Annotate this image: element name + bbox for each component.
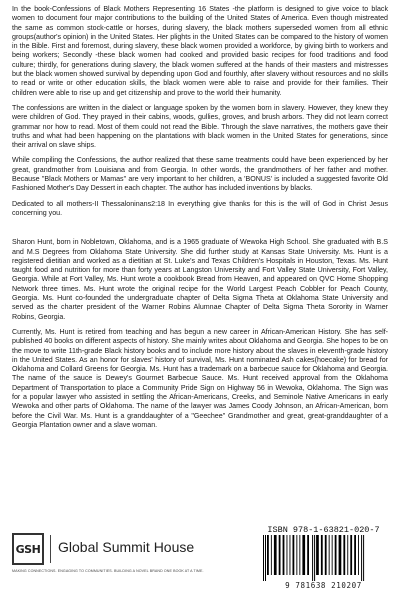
publisher-logo: GSH [12,533,44,565]
barcode-icon [263,535,384,581]
author-bio-paragraph-2: Currently, Ms. Hunt is retired from teaching and has begun a new career in African-American History. She has self-published 40 books on different aspects of history. She mainly writes about Oklahoma and Georgia. She hopes to be on the move to write 11th-grade Black history books and to include more history about the slaves in eleventh-grade history in the United States. As an honor for slaves' history of survival, Ms. Hunt nominated Ash cakes(hoecake) for bread for Oklahoma and Collard Greens for Georgia. Ms. Hunt has a trademark on a barbecue sauce for Oklahoma and Georgia. The name of the sauce is Dewey's Gourmet Barbecue Sauce. Ms. Hunt received approval from the Oklahoma Department of Transportation to place a Community Pride Sign on Highway 56 in Wewoka, Oklahoma. The Sign was for a popular lawyer who assisted in settling the African-Americans, Creeks, and Seminole Native Americans in early Wewoka and other parts of Oklahoma. The name of the lawyer was James Coody Johnson, an African-American, born before the Civil War. Ms. Hunt is a granddaughter of a "Geechee" Grandmother and great, great-granddaughter of a Georgia Plantation owner and a slave woman. [12,327,388,429]
barcode-block [257,525,390,591]
dedication-paragraph: Dedicated to all mothers-II Thessaloninans2:18 In everything give thanks for this is the will of God in Christ Jesus concerning you. [12,199,388,217]
description-paragraph-2: The confessions are written in the dialect or language spoken by the women born in slavery. However, they knew they were children of God. They prayed in their cabins, woods, gullies, groves, and brush arbors. They did not learn correct grammar nor how to read. Most of them could not read the Bible. Through the slave narratives, the mothers gave their truths and what had been happening on the plantations with black women in the United States for generations, since their arrival on slave ships. [12,103,388,150]
publisher-name: Global Summit House [58,539,195,555]
back-cover-text [12,5,388,436]
logo-divider [50,535,51,563]
barcode-number: 9 781638 210207 [285,581,362,590]
author-bio-paragraph-1: Sharon Hunt, born in Nobletown, Oklahoma, and is a 1965 graduate of Wewoka High School. She graduated with B.S and M.S Degrees from Oklahoma State University. She did further study at Kansas State University. Ms. Hunt is a registered dietitian and worked as a dietitian at St. Luke's and Texas Children's Hospitals in Houston, Texas. Ms. Hunt taught food and nutrition for more than forty years at Langston University and Fort Valley State University, Fort Valley, Georgia. While at Fort Valley, Ms. Hunt wrote a cookbook Bread from Heaven, and appeared on QVC Home Shopping Network three times. Ms. Hunt wrote the original recipe for the World Largest Peach Cobbler for Peach County, Georgia. Ms. Hunt co-founded the undergraduate chapter of Delta Sigma Theta at Oklahoma State University and served as the charter president of the Warner Robins Alumnae Chapter of Delta Sigma Theta Sorority in Warner Robins, Georgia. [12,238,388,321]
footer [0,525,400,600]
description-paragraph-1: In the book-Confessions of Black Mothers Representing 16 States -the platform is designed to give voice to black women to document four major contributions to the building of the United States of America. Even though mistreated the same as common stock-cattle or horses, during slavery, the black mothers superseded women from all ethnic groups(author's opinion) in the United States. Her plights in the United States can be compared to the history of women in the Bible. First and foremost, during slavery, these black women provided a workforce, by giving birth to workers and being workers; Secondly -these black women had cooked and provided basic recipes for food traditions and food culture; thirdly, for generations during slavery, the black women suffered at the hands of their masters and mistresses but the black women showed survival by depending upon God and fourthly, after slavery without resources and no skills to read or write or other education skills, the black women were able to raise and provide for their families. Their children were able to rise up and get citizenship and prove to the world their humanity. [12,5,388,97]
isbn-label: ISBN 978-1-63821-020-7 [267,525,380,535]
description-paragraph-3: While compiling the Confessions, the author realized that these same treatments could have been experienced by her great, grandmother from Louisiana and from Georgia. In other words, the grandmothers of her father and mother. Because "Black Mothers or Mamas" are very important to her children, a 'BONUS' is included a suggested favorite Old Fashioned Mother's Day Dessert in each chapter. The author has included inventions by blacks. [12,156,388,193]
publisher-tagline: MAKING CONNECTIONS. ENGAGING TO COMMUNITIES. BUILDING A NOVEL BRAND ONE BOOK AT A TIME. [12,569,204,573]
